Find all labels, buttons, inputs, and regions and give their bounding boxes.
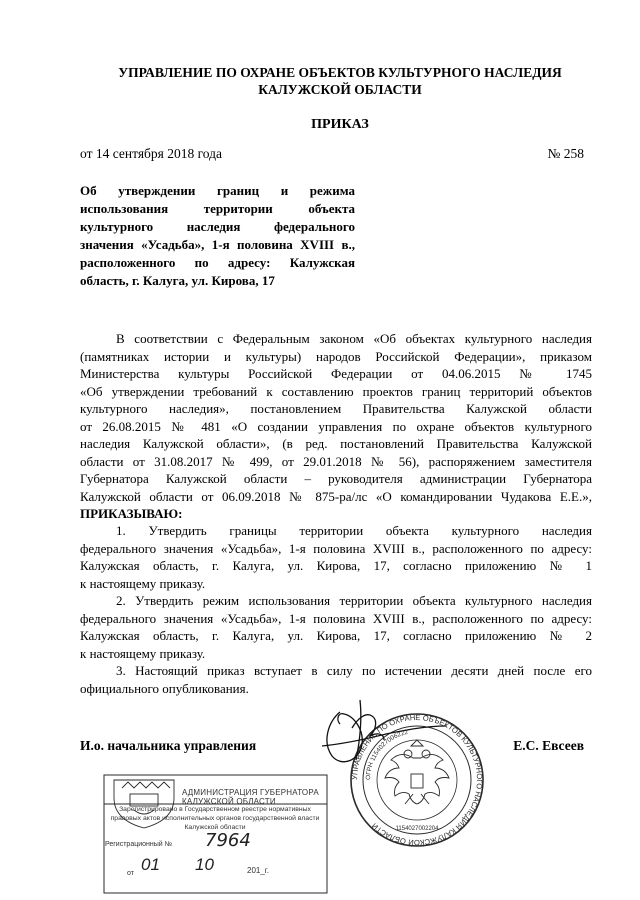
order-line: Калужская область, г. Калуга, ул. Кирова, 17, согласно приложению № 2 bbox=[80, 628, 592, 643]
registration-text-line: правовых актов исполнительных органов государственной власти bbox=[110, 815, 320, 822]
order-line: 3. Настоящий приказ вступает в силу по истечении десяти дней после его bbox=[116, 663, 592, 678]
registration-day: 01 bbox=[141, 855, 160, 874]
preamble-line: Министерства культуры Российской Федерации от 04.06.2015 № 1745 bbox=[80, 366, 592, 381]
seal-inner-ring bbox=[363, 726, 471, 834]
registration-year: 201_г. bbox=[247, 866, 269, 875]
order-line: к настоящему приказу. bbox=[80, 575, 206, 591]
preamble-line: области от 31.08.2017 № 499, от 29.01.2018 № 56), распоряжением заместителя bbox=[80, 453, 592, 469]
order-line: к настоящему приказу. bbox=[80, 645, 206, 661]
agency-line-2: КАЛУЖСКОЙ ОБЛАСТИ bbox=[258, 82, 422, 97]
registration-text bbox=[105, 805, 325, 832]
registration-number: 7964 bbox=[205, 830, 251, 851]
order-line: 2. Утвердить режим использования территории объекта культурного наследия bbox=[116, 593, 592, 608]
decree-word: ПРИКАЗЫВАЮ: bbox=[80, 506, 183, 521]
seal-bottom-text: 1154027002204 bbox=[395, 826, 439, 832]
agency-line-1: УПРАВЛЕНИЕ ПО ОХРАНЕ ОБЪЕКТОВ КУЛЬТУРНОГО НАСЛЕДИЯ bbox=[118, 65, 562, 80]
subject-line: значения «Усадьба», 1-я половина XVIII в., bbox=[80, 237, 355, 252]
document-type: ПРИКАЗ bbox=[311, 117, 369, 132]
registration-text-line: Калужской области bbox=[184, 824, 246, 831]
preamble-line: Калужской области от 06.09.2018 № 875-ра/лс «О командировании Чудакова Е.Е.», bbox=[80, 488, 592, 504]
preamble-line: культурного наследия», постановлением Правительства Калужской области bbox=[80, 401, 592, 416]
preamble-line: от 26.08.2015 № 481 «О создании управления по охране объектов культурного bbox=[80, 418, 592, 434]
preamble-line: Губернатора Калужской области – руководителя администрации Губернатора bbox=[80, 471, 592, 486]
preamble-line: В соответствии с Федеральным законом «Об объектах культурного наследия bbox=[116, 331, 592, 346]
registration-authority: АДМИНИСТРАЦИЯ ГУБЕРНАТОРА КАЛУЖСКОЙ ОБЛАСТИ bbox=[182, 788, 319, 806]
order-line: федерального значения «Усадьба», 1-я половина XVIII в., расположенного по адресу: bbox=[80, 540, 592, 556]
preamble-line: наследия Калужской области», (в ред. постановлений Правительства Калужской bbox=[80, 436, 592, 451]
signer-title: И.о. начальника управления bbox=[80, 738, 257, 753]
registration-date-label: от bbox=[127, 870, 134, 877]
order-line: 1. Утвердить границы территории объекта культурного наследия bbox=[116, 523, 592, 538]
registration-number-label: Регистрационный № bbox=[105, 841, 173, 848]
round-seal bbox=[350, 713, 484, 847]
registration-text-line: Зарегистрировано в Государственном реестре нормативных bbox=[119, 806, 311, 813]
seal-core-ring bbox=[377, 740, 457, 820]
subject-line: Об утверждении границ и режима bbox=[80, 183, 355, 198]
document-number: № 258 bbox=[547, 146, 584, 161]
registration-stamp bbox=[97, 770, 330, 895]
order-line: федерального значения «Усадьба», 1-я половина XVIII в., расположенного по адресу: bbox=[80, 610, 592, 626]
order-line: Калужская область, г. Калуга, ул. Кирова, 17, согласно приложению № 1 bbox=[80, 558, 592, 573]
registration-month: 10 bbox=[195, 855, 214, 874]
order-line: официального опубликования. bbox=[80, 680, 249, 696]
subject-line: расположенного по адресу: Калужская bbox=[80, 255, 355, 270]
subject-line: использования территории объекта bbox=[80, 201, 355, 216]
preamble-line: (памятниках истории и культуры) народов Российской Федерации», приказом bbox=[80, 348, 592, 364]
preamble-line: «Об утверждении требований к составлению проектов границ территорий объектов bbox=[80, 383, 592, 399]
seal-outer-text: УПРАВЛЕНИЕ ПО ОХРАНЕ ОБЪЕКТОВ КУЛЬТУРНОГО НАСЛЕДИЯ КАЛУЖСКОЙ ОБЛАСТИ bbox=[349, 712, 485, 848]
double-headed-eagle-icon bbox=[385, 740, 449, 804]
signer-name: Е.С. Евсеев bbox=[513, 738, 584, 753]
subject-line: культурного наследия федерального bbox=[80, 219, 355, 234]
subject-line: область, г. Калуга, ул. Кирова, 17 bbox=[80, 273, 275, 288]
seal-inner-text: ОГРН 1154027006222 bbox=[364, 728, 409, 781]
document-date: от 14 сентября 2018 года bbox=[80, 146, 223, 161]
